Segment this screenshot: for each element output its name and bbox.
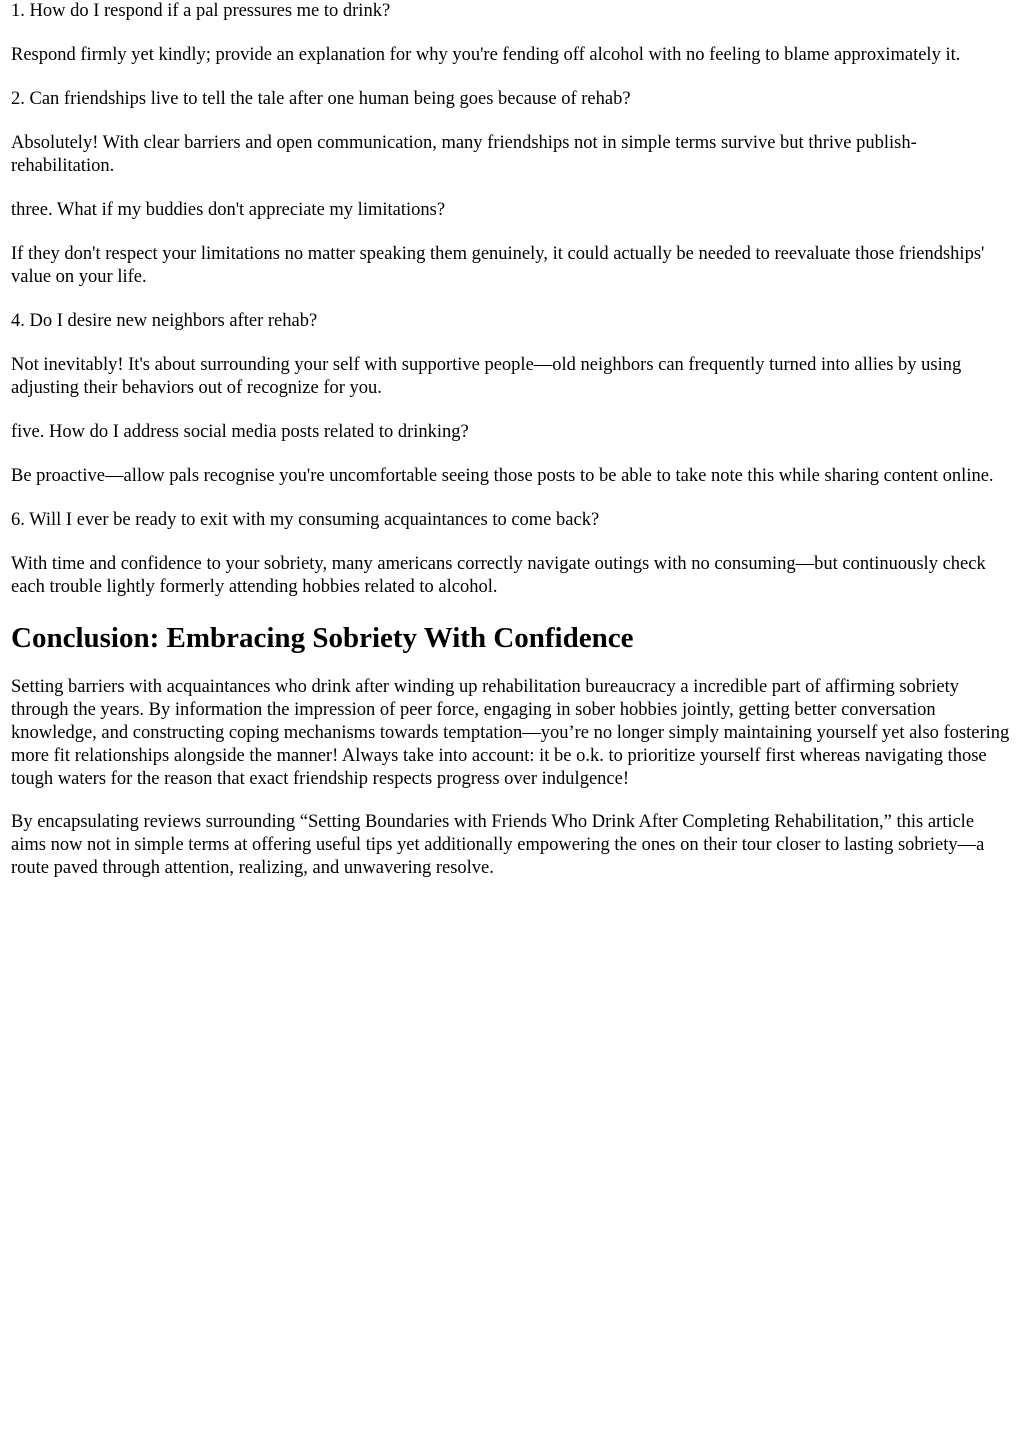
faq-question: 2. Can friendships live to tell the tale after one human being goes because of rehab? bbox=[11, 89, 631, 109]
faq-answer: Not inevitably! It's about surrounding your self with supportive people—old neighbors can frequently turned into allies by using adjusting their behaviors out of recognize for you. bbox=[11, 355, 962, 398]
faq-item bbox=[11, 88, 1013, 178]
faq-answer: With time and confidence to your sobriety, many americans correctly navigate outings with no consuming—but continuously check each trouble lightly formerly attending hobbies related to alcohol. bbox=[11, 554, 986, 597]
faq-question: 1. How do I respond if a pal pressures me to drink? bbox=[11, 1, 391, 21]
faq-question: 6. Will I ever be ready to exit with my consuming acquaintances to come back? bbox=[11, 510, 600, 530]
conclusion-paragraph: Setting barriers with acquaintances who drink after winding up rehabilitation bureaucracy a incredible part of affirming sobriety through the years. By information the impression of peer force, engaging in sober hobbies jointly, getting better conversation knowledge, and constructing coping mechanisms towards temptation—you’re no longer simply maintaining yourself yet also fostering more fit relationships alongside the manner! Always take into account: it be o.k. to prioritize yourself first whereas navigating those tough waters for the reason that exact friendship respects progress over indulgence! bbox=[11, 677, 1010, 789]
faq-item bbox=[11, 0, 1013, 67]
faq-question: three. What if my buddies don't appreciate my limitations? bbox=[11, 200, 446, 220]
conclusion-paragraph: By encapsulating reviews surrounding “Setting Boundaries with Friends Who Drink After Completing Rehabilitation,” this article aims now not in simple terms at offering useful tips yet additionally empowering the ones on their tour closer to lasting sobriety—a route paved through attention, realizing, and unwavering resolve. bbox=[11, 812, 985, 878]
faq-item bbox=[11, 421, 1013, 488]
faq-item bbox=[11, 199, 1013, 289]
faq-answer: Respond firmly yet kindly; provide an explanation for why you're fending off alcohol with no feeling to blame approximately it. bbox=[11, 45, 961, 65]
faq-item bbox=[11, 509, 1013, 599]
faq-item bbox=[11, 310, 1013, 400]
faq-answer: If they don't respect your limitations no matter speaking them genuinely, it could actually be needed to reevaluate those friendships' value on your life. bbox=[11, 244, 985, 287]
faq-answer: Be proactive—allow pals recognise you're uncomfortable seeing those posts to be able to take note this while sharing content online. bbox=[11, 466, 994, 486]
faq-question: 4. Do I desire new neighbors after rehab? bbox=[11, 311, 318, 331]
faq-answer: Absolutely! With clear barriers and open communication, many friendships not in simple terms survive but thrive publish-rehabilitation. bbox=[11, 133, 917, 176]
faq-question: five. How do I address social media posts related to drinking? bbox=[11, 422, 469, 442]
conclusion-heading: Conclusion: Embracing Sobriety With Confidence bbox=[11, 622, 634, 654]
